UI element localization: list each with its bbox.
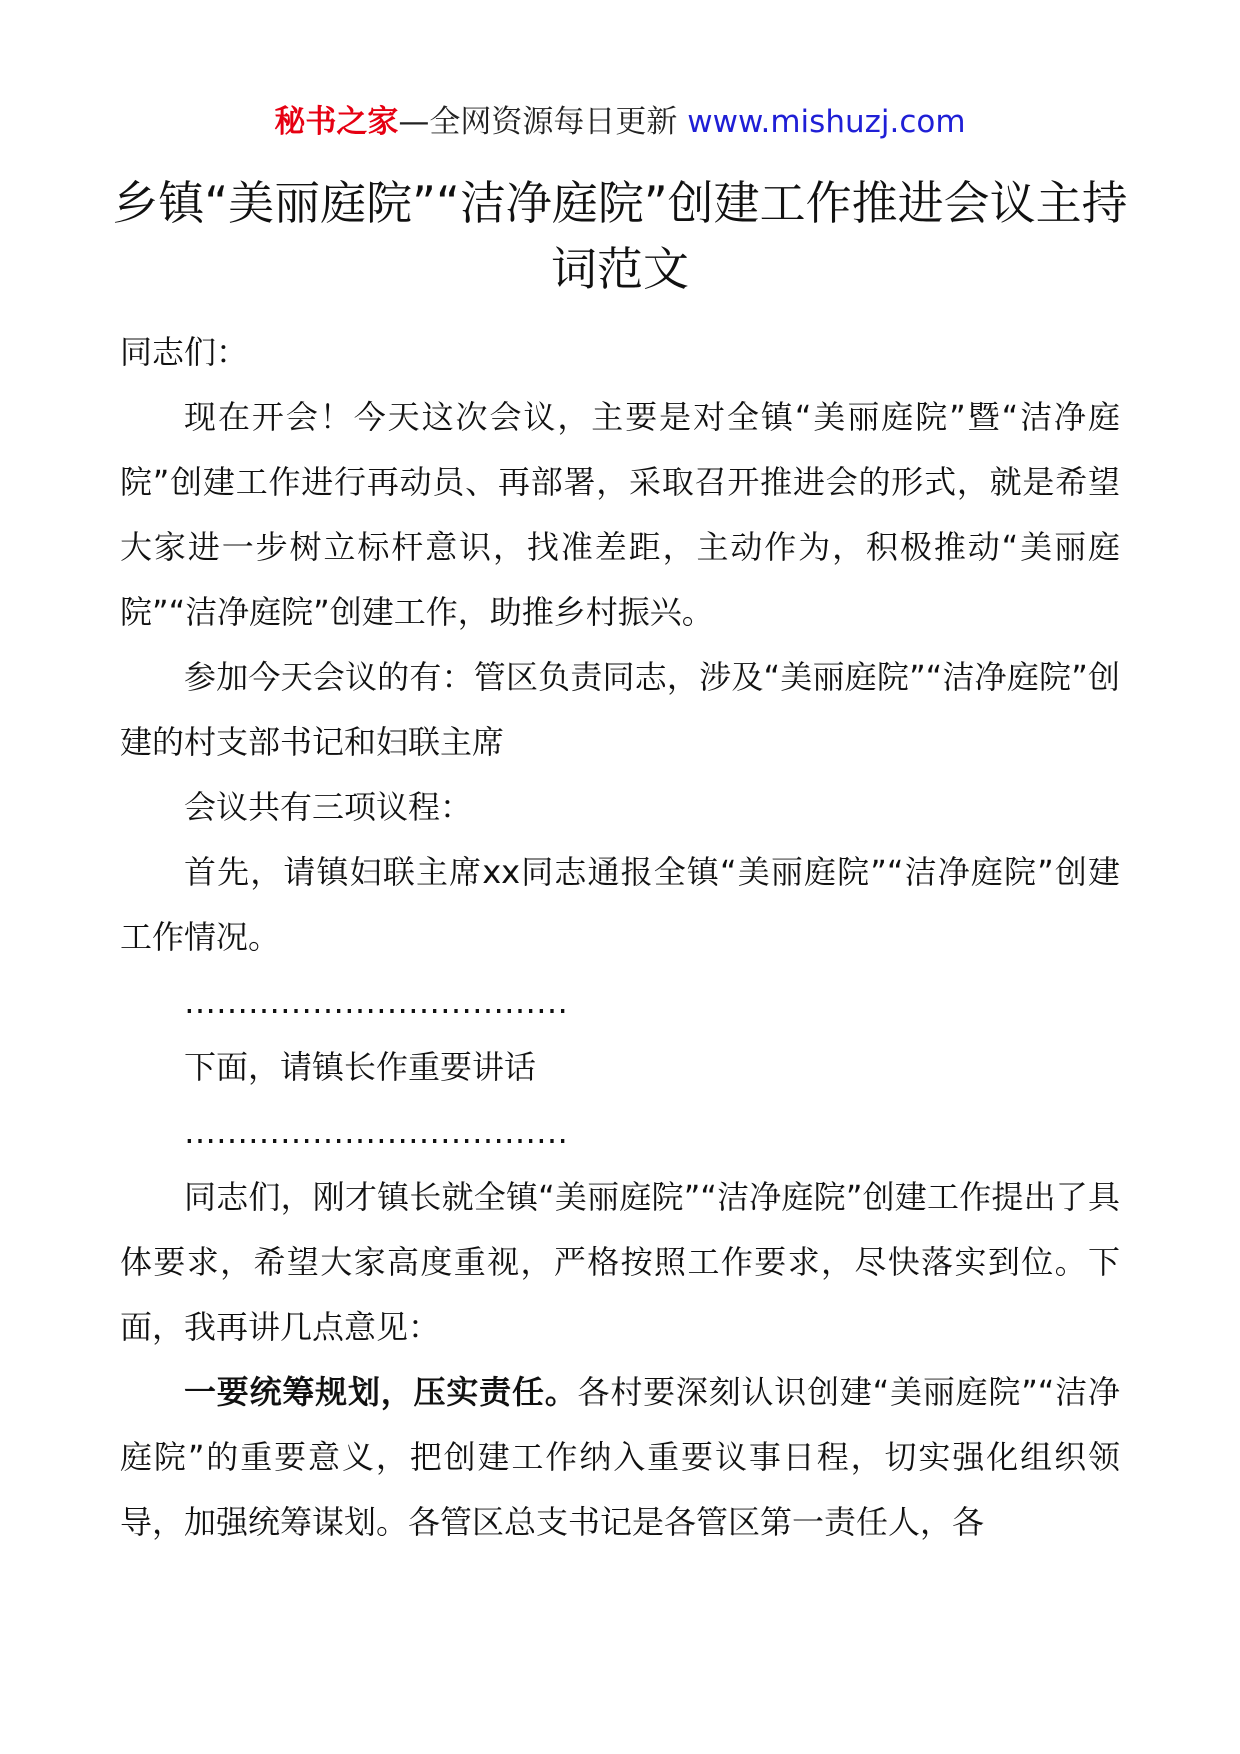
ellipsis-separator: ……………………………… xyxy=(184,983,568,1021)
salutation: 同志们： xyxy=(120,333,249,371)
document-title: 乡镇“美丽庭院”“洁净庭院”创建工作推进会议主持词范文 xyxy=(112,176,1128,296)
document-body xyxy=(120,320,1120,1555)
paragraph-attendees: 参加今天会议的有：管区负责同志，涉及“美丽庭院”“洁净庭院”创建的村支部书记和妇联主席 xyxy=(120,658,1120,761)
point-one-text: 各村要深刻认识创建“美丽庭院”“洁净庭院”的重要意义，把创建工作纳入重要议事日程，切实强化组织领导，加强统筹谋划。各管区总支书记是各管区第一责任人，各 xyxy=(120,1373,1120,1541)
brand-name: 秘书之家 xyxy=(274,104,399,140)
paragraph-opening: 现在开会！今天这次会议，主要是对全镇“美丽庭院”暨“洁净庭院”创建工作进行再动员、再部署，采取召开推进会的形式，就是希望大家进一步树立标杆意识，找准差距，主动作为，积极推动“美丽庭院”“洁净庭院”创建工作，助推乡村振兴。 xyxy=(120,398,1120,631)
paragraph-agenda-second: 下面，请镇长作重要讲话 xyxy=(184,1048,537,1086)
header-tagline: —全网资源每日更新 xyxy=(398,104,688,140)
paragraph-agenda-first: 首先，请镇妇联主席xx同志通报全镇“美丽庭院”“洁净庭院”创建工作情况。 xyxy=(120,853,1120,956)
paragraph-remarks-intro: 同志们，刚才镇长就全镇“美丽庭院”“洁净庭院”创建工作提出了具体要求，希望大家高度重视，严格按照工作要求，尽快落实到位。下面，我再讲几点意见： xyxy=(120,1178,1120,1346)
paragraph-agenda-intro: 会议共有三项议程： xyxy=(184,788,473,826)
site-url-link[interactable]: www.mishuzj.com xyxy=(687,104,966,140)
ellipsis-separator: ……………………………… xyxy=(184,1113,568,1151)
site-header xyxy=(0,102,1240,142)
point-one-heading: 一要统筹规划，压实责任。 xyxy=(184,1373,578,1411)
paragraph-point-one xyxy=(120,1360,1120,1555)
